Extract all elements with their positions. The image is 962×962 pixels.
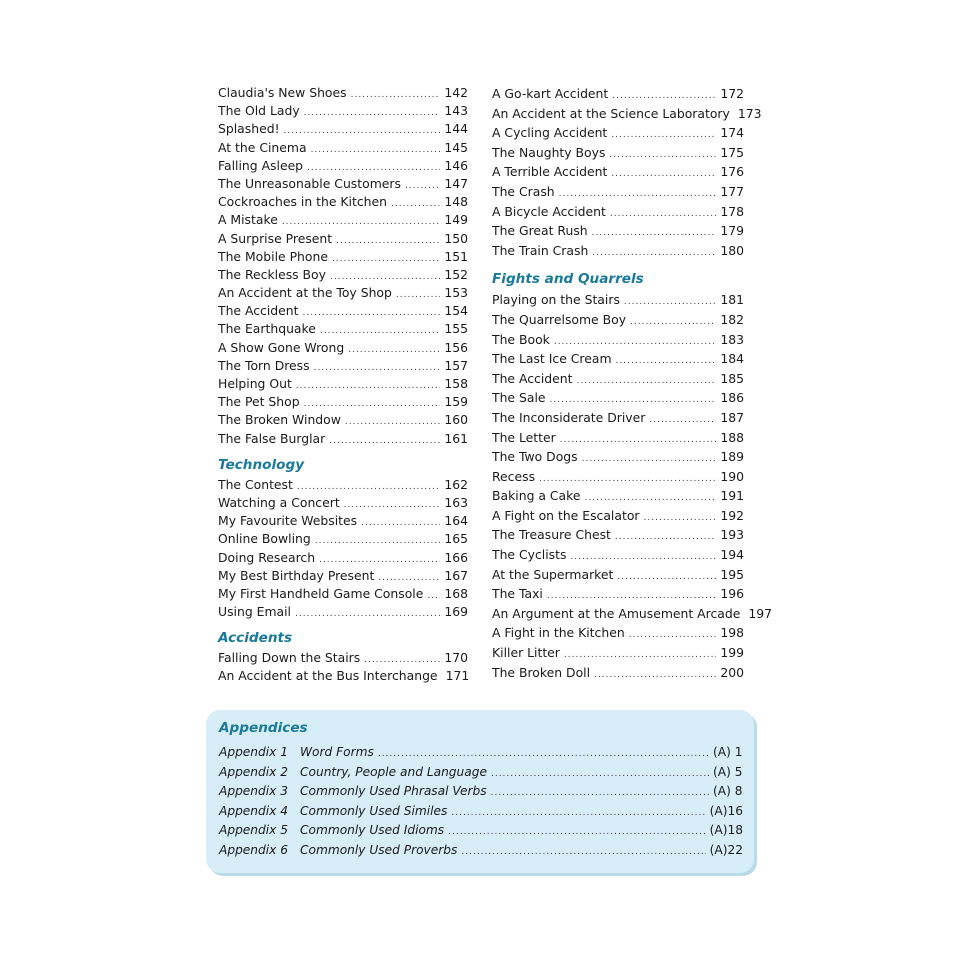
- toc-entry: [492, 565, 744, 585]
- dot-leader: [315, 532, 441, 550]
- entry-page: 187: [720, 409, 744, 425]
- toc-entry: [218, 603, 468, 621]
- toc-entry: [218, 175, 468, 193]
- entry-title: A Surprise Present: [218, 230, 333, 246]
- entry-page: 168: [444, 585, 468, 601]
- toc-entry: [492, 123, 744, 143]
- toc-entry: [218, 393, 468, 411]
- appendix-page: (A)18: [709, 823, 743, 838]
- entry-page: 154: [444, 303, 468, 319]
- entry-page: 196: [720, 586, 744, 602]
- appendix-number: Appendix 4: [219, 803, 288, 818]
- dot-leader: [491, 784, 709, 804]
- toc-entry: [492, 643, 744, 663]
- entry-page: 173: [737, 105, 762, 121]
- entry-title: A Cycling Accident: [492, 125, 608, 141]
- entry-page: 165: [444, 531, 468, 547]
- dot-leader: [391, 195, 440, 213]
- toc-entry: [492, 349, 744, 369]
- toc-entry: [492, 408, 744, 428]
- dot-leader: [560, 431, 717, 451]
- appendix-entry: [219, 802, 743, 822]
- entry-title: The Old Lady: [218, 103, 300, 119]
- dot-leader: [451, 804, 705, 824]
- entry-title: An Accident at the Toy Shop: [218, 285, 392, 301]
- entry-title: The Quarrelsome Boy: [492, 311, 627, 327]
- entry-title: The Broken Doll: [492, 664, 591, 680]
- toc-entry: [218, 339, 468, 357]
- toc-entry: [218, 357, 468, 375]
- entry-page: 190: [720, 468, 744, 484]
- toc-entry: [492, 202, 744, 222]
- dot-leader: [592, 224, 717, 244]
- entry-page: 188: [720, 429, 744, 445]
- dot-leader: [329, 432, 440, 450]
- entry-page: 163: [444, 494, 468, 510]
- dot-leader: [332, 250, 440, 268]
- entry-page: 167: [444, 567, 468, 583]
- entry-title: My First Handheld Game Console: [218, 585, 424, 601]
- entry-page: 157: [444, 357, 468, 373]
- appendix-number: Appendix 5: [219, 823, 288, 838]
- entry-title: The Taxi: [492, 586, 543, 602]
- entry-page: 186: [720, 390, 744, 406]
- appendix-entry: [219, 841, 743, 861]
- appendix-page: (A) 5: [713, 764, 743, 779]
- toc-entry: [218, 248, 468, 266]
- appendix-number: Appendix 3: [219, 784, 288, 799]
- dot-leader: [629, 626, 717, 646]
- appendix-name: Country, People and Language: [300, 764, 487, 779]
- toc-entry: [218, 494, 468, 512]
- appendix-page: (A)22: [709, 842, 743, 857]
- dot-leader: [448, 823, 706, 843]
- appendix-entry: [219, 821, 743, 841]
- entry-title: The Unreasonable Customers: [218, 175, 401, 191]
- appendices-box: [206, 710, 754, 873]
- entry-page: 162: [444, 476, 468, 492]
- entry-page: 158: [444, 376, 468, 391]
- toc-entry: [492, 182, 744, 202]
- appendix-page: (A) 1: [713, 745, 743, 759]
- toc-entry: [218, 193, 468, 211]
- entry-page: 143: [444, 103, 468, 119]
- toc-entry: [218, 139, 468, 157]
- entry-title: The Cyclists: [492, 547, 567, 563]
- entry-page: 155: [444, 321, 468, 337]
- entry-title: A Mistake: [218, 212, 278, 228]
- entry-title: The Treasure Chest: [492, 527, 611, 543]
- appendix-name: Commonly Used Idioms: [300, 823, 445, 838]
- toc-entry: [492, 467, 744, 487]
- toc-entry: [218, 284, 468, 302]
- entry-page: 171: [445, 668, 470, 684]
- dot-leader: [351, 86, 441, 104]
- toc-entry: [492, 584, 744, 604]
- dot-leader: [427, 587, 440, 605]
- dot-leader: [348, 341, 440, 359]
- entry-page: 147: [444, 175, 468, 191]
- dot-leader: [296, 377, 441, 395]
- toc-entry: [218, 375, 468, 393]
- entry-title: A Fight in the Kitchen: [492, 625, 625, 641]
- toc-entry: [492, 143, 744, 163]
- toc-entry: [492, 604, 773, 624]
- entry-page: 164: [444, 513, 468, 529]
- entry-title: Falling Down the Stairs: [218, 650, 361, 666]
- toc-entry: [218, 476, 468, 494]
- appendix-number: Appendix 1: [219, 745, 288, 759]
- toc-entry: [492, 486, 744, 506]
- section-heading: Accidents: [218, 630, 293, 647]
- entry-title: Cockroaches in the Kitchen: [218, 194, 387, 210]
- entry-title: The Broken Window: [218, 412, 341, 428]
- toc-entry: [492, 241, 744, 261]
- entry-page: 161: [444, 430, 468, 446]
- entry-title: A Show Gone Wrong: [218, 339, 345, 355]
- appendix-name: Commonly Used Phrasal Verbs: [300, 784, 487, 799]
- entry-title: A Bicycle Accident: [492, 203, 606, 219]
- entry-title: Helping Out: [218, 376, 292, 391]
- toc-entry: [218, 320, 468, 338]
- entry-page: 174: [720, 125, 744, 141]
- entry-title: At the Cinema: [218, 139, 307, 155]
- dot-leader: [594, 666, 716, 686]
- toc-entry: [218, 512, 468, 530]
- entry-title: The Two Dogs: [492, 449, 578, 465]
- entry-title: The Pet Shop: [218, 394, 300, 410]
- dot-leader: [644, 509, 717, 529]
- entry-page: 192: [720, 507, 744, 523]
- entry-title: The Train Crash: [492, 242, 589, 258]
- entry-title: Falling Asleep: [218, 157, 304, 173]
- toc-entry: [218, 84, 468, 102]
- entry-title: The Accident: [218, 303, 299, 319]
- dot-leader: [303, 304, 441, 322]
- entry-title: The Torn Dress: [218, 357, 310, 373]
- toc-entry: [218, 411, 468, 429]
- appendix-page: (A) 8: [713, 784, 743, 799]
- dot-leader: [461, 843, 705, 863]
- entry-title: Doing Research: [218, 549, 316, 565]
- entry-title: The Earthquake: [218, 321, 316, 337]
- entry-title: The Sale: [492, 390, 546, 406]
- dot-leader: [396, 286, 440, 304]
- entry-title: At the Supermarket: [492, 566, 614, 582]
- entry-title: The Contest: [218, 476, 293, 492]
- dot-leader: [610, 205, 716, 225]
- dot-leader: [611, 126, 716, 146]
- entry-title: The Last Ice Cream: [492, 351, 612, 367]
- entry-title: The Inconsiderate Driver: [492, 409, 646, 425]
- toc-entry: [492, 663, 744, 683]
- entry-page: 194: [720, 547, 744, 563]
- appendix-entry: [219, 763, 743, 783]
- entry-title: The Letter: [492, 429, 556, 445]
- toc-entry: [218, 157, 468, 175]
- entry-page: 169: [444, 604, 468, 620]
- dot-leader: [336, 232, 440, 250]
- entry-title: My Best Birthday Present: [218, 567, 375, 583]
- entry-title: Splashed!: [218, 121, 280, 137]
- toc-entry: [492, 104, 762, 124]
- entry-page: 142: [444, 85, 468, 100]
- dot-leader: [582, 450, 717, 470]
- dot-leader: [617, 568, 716, 588]
- entry-page: 177: [720, 183, 744, 199]
- entry-title: A Fight on the Escalator: [492, 507, 640, 523]
- entry-page: 198: [720, 625, 744, 641]
- entry-page: 200: [720, 664, 744, 680]
- dot-leader: [649, 411, 716, 431]
- dot-leader: [314, 359, 441, 377]
- toc-entry: [218, 567, 468, 585]
- appendices-heading: Appendices: [219, 720, 308, 736]
- dot-leader: [624, 293, 716, 313]
- entry-page: 172: [720, 86, 744, 101]
- toc-entry: [492, 388, 744, 408]
- section-heading: Fights and Quarrels: [492, 271, 644, 288]
- entry-page: 197: [748, 605, 773, 621]
- entry-page: 148: [444, 194, 468, 210]
- entry-page: 199: [720, 645, 744, 661]
- toc-entry: [218, 530, 468, 548]
- entry-page: 180: [720, 242, 744, 258]
- toc-entry: [492, 525, 744, 545]
- entry-page: 150: [444, 230, 468, 246]
- entry-page: 144: [444, 121, 468, 137]
- dot-leader: [577, 372, 717, 392]
- toc-entry: [218, 230, 468, 248]
- entry-page: 195: [720, 566, 744, 582]
- dot-leader: [361, 514, 440, 532]
- entry-page: 179: [720, 223, 744, 239]
- dot-leader: [491, 765, 709, 785]
- entry-title: The Mobile Phone: [218, 248, 328, 264]
- entry-title: Claudia's New Shoes: [218, 85, 347, 100]
- entry-title: Watching a Concert: [218, 494, 340, 510]
- toc-entry: [492, 221, 744, 241]
- appendices-list: [219, 743, 743, 861]
- entry-title: Recess: [492, 468, 536, 484]
- entry-page: 184: [720, 351, 744, 367]
- toc-entry: [492, 545, 744, 565]
- toc-entry: [218, 585, 468, 603]
- entry-title: Online Bowling: [218, 531, 311, 547]
- toc-entry: [218, 266, 468, 284]
- entry-page: 191: [720, 488, 744, 504]
- dot-leader: [311, 141, 441, 159]
- toc-entry: [218, 549, 468, 567]
- toc-entry: [492, 447, 744, 467]
- toc-entry: [218, 430, 468, 448]
- dot-leader: [284, 122, 441, 140]
- toc-entry: [492, 623, 744, 643]
- entry-page: 189: [720, 449, 744, 465]
- entry-title: Baking a Cake: [492, 488, 581, 504]
- dot-leader: [344, 496, 441, 514]
- entry-title: The Reckless Boy: [218, 266, 326, 282]
- entry-page: 175: [720, 144, 744, 160]
- section-heading: Technology: [218, 456, 305, 473]
- toc-entry: [492, 162, 744, 182]
- entry-page: 152: [444, 266, 468, 282]
- entry-page: 153: [444, 285, 468, 301]
- entry-page: 159: [444, 394, 468, 410]
- toc-entry: [218, 120, 468, 138]
- appendix-name: Commonly Used Similes: [300, 803, 448, 818]
- entry-page: 178: [720, 203, 744, 219]
- entry-title: A Terrible Accident: [492, 164, 608, 180]
- dot-leader: [295, 605, 440, 623]
- toc-entry: [492, 506, 744, 526]
- entry-title: An Accident at the Bus Interchange: [218, 668, 438, 684]
- entry-page: 176: [720, 164, 744, 180]
- appendix-entry: [219, 782, 743, 802]
- appendix-number: Appendix 2: [219, 764, 288, 779]
- toc-entry: [218, 302, 468, 320]
- entry-title: The Crash: [492, 183, 555, 199]
- appendix-name: Word Forms: [300, 745, 374, 759]
- toc-entry: [218, 102, 468, 120]
- entry-page: 149: [444, 212, 468, 228]
- entry-title: The Great Rush: [492, 223, 588, 239]
- entry-title: The Accident: [492, 370, 573, 386]
- entry-title: A Go-kart Accident: [492, 86, 609, 101]
- dot-leader: [630, 313, 716, 333]
- toc-entry: [218, 667, 468, 685]
- entry-title: Killer Litter: [492, 645, 560, 661]
- entry-page: 151: [444, 248, 468, 264]
- appendix-number: Appendix 6: [219, 842, 288, 857]
- dot-leader: [345, 413, 440, 431]
- entry-page: 182: [720, 311, 744, 327]
- entry-page: 160: [444, 412, 468, 428]
- entry-title: Playing on the Stairs: [492, 292, 620, 308]
- toc-entry: [492, 428, 744, 448]
- toc-entry: [218, 211, 468, 229]
- entry-title: The Naughty Boys: [492, 144, 606, 160]
- entry-title: Using Email: [218, 604, 292, 620]
- entry-title: An Argument at the Amusement Arcade: [492, 605, 741, 621]
- toc-entry: [492, 290, 744, 310]
- dot-leader: [609, 146, 716, 166]
- toc-entry: [492, 84, 744, 104]
- entry-title: The False Burglar: [218, 430, 326, 446]
- toc-entry: [218, 649, 468, 667]
- toc-left-column: [218, 84, 468, 686]
- dot-leader: [304, 104, 441, 122]
- entry-title: An Accident at the Science Laboratory: [492, 105, 730, 121]
- entry-page: 185: [720, 370, 744, 386]
- entry-page: 183: [720, 331, 744, 347]
- toc-entry: [492, 369, 744, 389]
- dot-leader: [405, 177, 440, 195]
- entry-page: 146: [444, 157, 468, 173]
- toc-entry: [492, 330, 744, 350]
- dot-leader: [616, 352, 717, 372]
- appendix-page: (A)16: [709, 803, 743, 818]
- entry-page: 156: [444, 339, 468, 355]
- entry-title: My Favourite Websites: [218, 513, 358, 529]
- entry-page: 170: [444, 650, 468, 666]
- entry-page: 181: [720, 292, 744, 308]
- appendix-entry: [219, 743, 743, 763]
- toc-entry: [492, 310, 744, 330]
- entry-title: The Book: [492, 331, 550, 347]
- entry-page: 166: [444, 549, 468, 565]
- toc-right-column: [492, 84, 773, 682]
- dot-leader: [611, 165, 716, 185]
- entry-page: 193: [720, 527, 744, 543]
- dot-leader: [615, 528, 716, 548]
- entry-page: 145: [444, 139, 468, 155]
- appendix-name: Commonly Used Proverbs: [300, 842, 458, 857]
